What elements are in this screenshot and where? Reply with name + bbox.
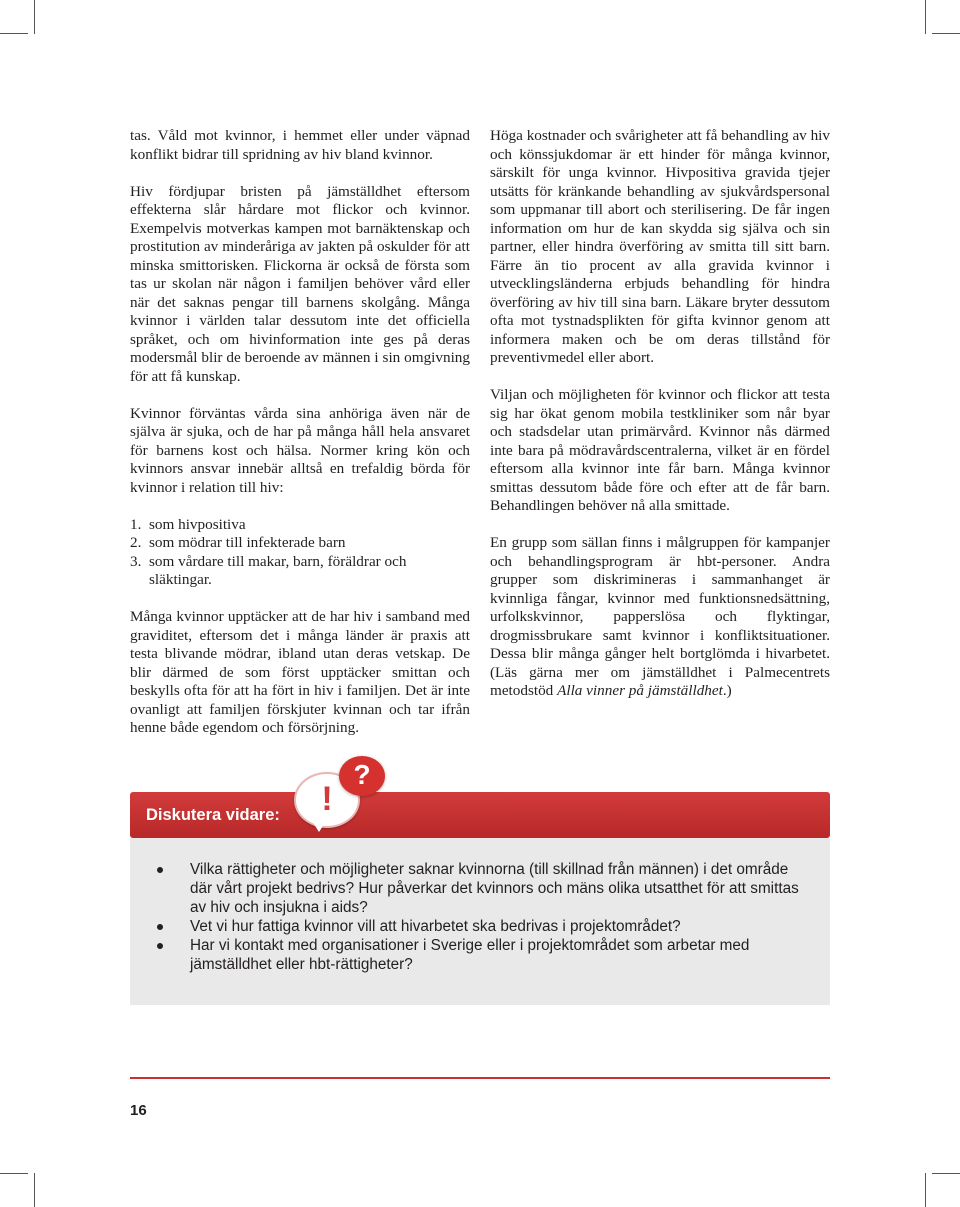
crop-mark bbox=[0, 33, 28, 34]
list-item bbox=[130, 534, 470, 553]
discuss-item: Har vi kontakt med organisationer i Sverige eller i projektområdet som arbetar med jämställdhet eller hbt-rättigheter? bbox=[152, 936, 802, 974]
body-paragraph: Många kvinnor upptäcker att de har hiv i samband med graviditet, eftersom det i många länder är praxis att testa blivande mödrar, ibland utan deras vetskap. De blir därmed de som först upptäcker smittan och beskylls ofta för att ha fört in hiv i familjen. Det är inte ovanligt att familjen förskjuter kvinnan och tar ifrån henne både egendom och försörjning. bbox=[130, 608, 470, 736]
crop-mark bbox=[34, 1173, 35, 1207]
list-text: som hivpositiva bbox=[149, 515, 246, 533]
crop-mark bbox=[932, 33, 960, 34]
crop-mark bbox=[925, 0, 926, 34]
body-paragraph: Höga kostnader och svårigheter att få behandling av hiv och könssjukdomar är ett hinder för många kvinnor, särskilt för unga kvinnor. Hivpositiva gravida tjejer utsätts för kränkande behandling av sjukvårdspersonal som uppmanar till abort och sterilisering. De får ingen information om hur de kan skydda sig själva och sin partner, eller hindra överföring av smitta till sitt barn. Färre än tio procent av alla gravida kvinnor i utvecklingsländerna erbjuds behandling för hindra överföring av hiv till sina barn. Läkare bryter dessutom ofta mot tystnadsplikten för gifta kvinnor genom att informera maken och be om deras tillstånd för preventivmedel eller abort. bbox=[490, 127, 830, 366]
exclamation-glyph: ! bbox=[321, 780, 333, 818]
body-paragraph: tas. Våld mot kvinnor, i hemmet eller under väpnad konflikt bidrar till spridning av hiv bland kvinnor. bbox=[130, 127, 470, 163]
body-paragraph: Viljan och möjligheten för kvinnor och flickor att testa sig har ökat genom mobila testkliniker som når byar och stadsdelar utan primärvård. Kvinnor nås därmed inte bara på mödravårdscentralerna, vilket är en fördel eftersom alla kvinnor inte får barn. Många kvinnor smittas dessutom både före och efter att de får barn. Behandlingen behöver nå alla smittade. bbox=[490, 386, 830, 514]
paragraph-text: En grupp som sällan finns i målgruppen för kampanjer och behandlingsprogram är hbt-personer. Andra grupper som diskrimineras i sammanhanget är kvinnliga fångar, kvinnor med funktionsnedsättning, urfolkskvinnor, papperslösa och flyktingar, drogmissbrukare samt kvinnor i konfliktsituationer. Dessa blir många gånger helt bortglömda i hivarbetet. (Läs gärna mer om jämställdhet i Palmecentrets metodstöd bbox=[490, 534, 830, 699]
burden-list bbox=[130, 516, 470, 590]
body-paragraph bbox=[490, 534, 830, 701]
right-column bbox=[490, 127, 830, 701]
body-paragraph: Hiv fördjupar bristen på jämställdhet eftersom effekterna slår hårdare mot flickor och kvinnor. Exempelvis motverkas kampen mot barnäktenskap och prostitution av minderåriga av jakten på oskulder för att minska smittorisken. Flickorna är också de första som tas ur skolan när någon i familjen behöver vård eller när det saknas pengar till barnens skolgång. Många kvinnor i världen talar dessutom inte det officiella språket, och om hivinformation inte ges på deras modersmål blir de beroende av männen i sin omgivning för att få kunskap. bbox=[130, 182, 470, 385]
list-item bbox=[130, 553, 470, 590]
crop-mark bbox=[34, 0, 35, 34]
list-number: 1. bbox=[130, 515, 142, 533]
publication-title: Alla vinner på jämställdhet bbox=[557, 682, 723, 699]
footer-rule bbox=[130, 1077, 830, 1079]
list-number: 2. bbox=[130, 534, 142, 551]
crop-mark bbox=[925, 1173, 926, 1207]
bubble-tail bbox=[310, 818, 328, 832]
crop-mark bbox=[0, 1173, 28, 1174]
paragraph-text: .) bbox=[722, 682, 732, 699]
list-item bbox=[130, 516, 470, 535]
left-column bbox=[130, 127, 470, 738]
discuss-item: Vet vi hur fattiga kvinnor vill att hivarbetet ska bedrivas i projektområdet? bbox=[152, 917, 802, 936]
question-glyph: ? bbox=[353, 759, 371, 790]
discuss-banner bbox=[130, 792, 830, 838]
list-text: som vårdare till makar, barn, föräldrar och släktingar. bbox=[149, 552, 407, 588]
question-bubble-icon bbox=[339, 756, 385, 796]
body-paragraph: Kvinnor förväntas vårda sina anhöriga även när de själva är sjuka, och de har på många håll hela ansvaret för barnens kost och hälsa. Normer kring kön och kvinnors ansvar innebär alltså en trefaldig börda för kvinnor i relation till hiv: bbox=[130, 404, 470, 496]
crop-mark bbox=[932, 1173, 960, 1174]
page-number: 16 bbox=[130, 1102, 147, 1119]
discuss-list bbox=[152, 860, 802, 974]
discuss-title: Diskutera vidare: bbox=[146, 806, 280, 824]
discuss-item: Vilka rättigheter och möjligheter saknar kvinnorna (till skillnad från männen) i det område där vårt projekt bedrivs? Hur påverkar det kvinnors och mäns olika utsatthet för att smittas av hiv och insjukna i aids? bbox=[152, 860, 802, 917]
list-text: som mödrar till infekterade barn bbox=[149, 534, 346, 551]
list-number: 3. bbox=[130, 552, 142, 570]
discuss-box bbox=[130, 838, 830, 1005]
